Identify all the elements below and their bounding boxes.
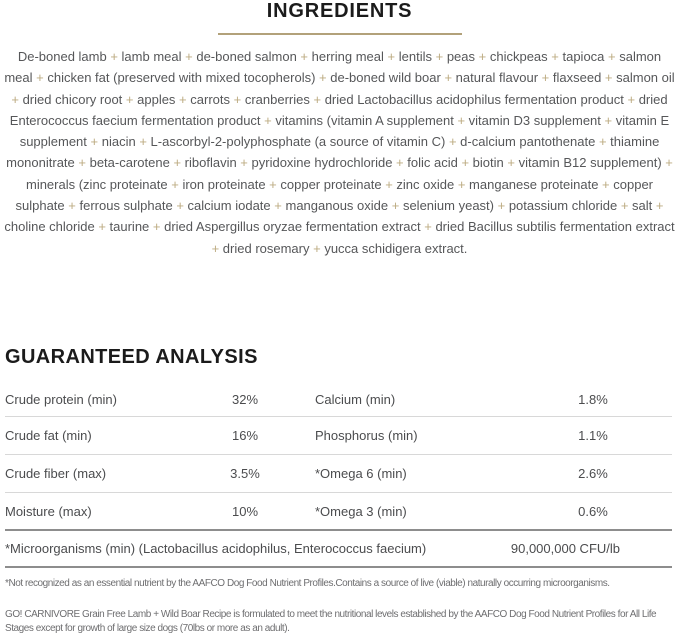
ingredient-item: L-ascorbyl-2-polyphosphate (a source of vitamin C) xyxy=(150,134,446,150)
plus-separator: + xyxy=(122,91,138,107)
ingredients-list xyxy=(0,46,679,259)
plus-separator: + xyxy=(11,91,23,107)
nutrient-value: 1.1% xyxy=(578,428,608,443)
nutrient-value: 10% xyxy=(231,503,259,519)
ingredient-item: riboflavin xyxy=(184,155,237,171)
nutrient-label: *Omega 3 (min) xyxy=(315,503,407,519)
ingredient-item: salmon oil xyxy=(616,70,675,86)
plus-separator: + xyxy=(601,70,617,86)
ingredient-item: pyridoxine hydrochloride xyxy=(251,155,393,171)
plus-separator: + xyxy=(296,49,312,64)
plus-separator: + xyxy=(652,198,664,214)
nutrient-label: Crude protein (min) xyxy=(5,392,117,407)
plus-separator: + xyxy=(211,240,223,256)
ingredient-item: carrots xyxy=(190,91,230,107)
ingredient-item: chicken fat (preserved with mixed tocopherols) xyxy=(47,70,316,86)
aafco-nutrient-footnote: *Not recognized as an essential nutrient by the AAFCO Dog Food Nutrient Profiles.Contains a source of live (viable) naturally occurring microorganisms. xyxy=(5,578,610,589)
plus-separator: + xyxy=(106,49,122,64)
plus-separator: + xyxy=(94,219,110,235)
ingredient-item: selenium yeast) xyxy=(402,198,494,214)
plus-separator: + xyxy=(600,112,616,128)
ingredients-title: INGREDIENTS xyxy=(266,0,413,22)
ingredient-item: vitamins (vitamin A supplement xyxy=(275,112,454,128)
nutrient-value: 3.5% xyxy=(230,466,260,481)
analysis-row xyxy=(5,455,672,493)
plus-separator: + xyxy=(388,198,403,214)
plus-separator: + xyxy=(453,112,469,128)
ingredient-item: niacin xyxy=(101,134,136,150)
ingredient-item: herring meal xyxy=(311,49,384,64)
plus-separator: + xyxy=(315,70,331,86)
ingredient-item: De-boned lamb xyxy=(17,49,107,64)
plus-separator: + xyxy=(445,134,461,150)
ingredient-item: peas xyxy=(446,49,476,64)
ingredient-item: lamb meal xyxy=(121,49,182,64)
plus-separator: + xyxy=(392,155,408,171)
guaranteed-analysis-title: GUARANTEED ANALYSIS xyxy=(5,346,258,368)
plus-separator: + xyxy=(270,198,286,214)
analysis-row xyxy=(5,493,672,529)
plus-separator: + xyxy=(32,70,48,86)
plus-separator: + xyxy=(547,49,563,64)
ingredient-item: dried Bacillus subtilis fermentation extract xyxy=(435,219,675,235)
plus-separator: + xyxy=(604,49,620,64)
plus-separator: + xyxy=(172,198,188,214)
ingredient-item: yucca schidigera extract. xyxy=(324,240,468,256)
plus-separator: + xyxy=(230,91,245,107)
plus-separator: + xyxy=(135,134,151,150)
ingredient-item: vitamin E supplement xyxy=(19,112,670,150)
ingredient-item: dried Enterococcus faecium fermentation product xyxy=(9,91,668,128)
plus-separator: + xyxy=(64,198,80,214)
microorganisms-label: *Microorganisms (min) (Lactobacillus acidophilus, Enterococcus faecium) xyxy=(5,541,427,556)
guaranteed-analysis-section xyxy=(5,346,672,568)
ingredient-item: d-calcium pantothenate xyxy=(460,134,596,150)
plus-separator: + xyxy=(181,49,197,64)
nutrient-label: Moisture (max) xyxy=(5,503,92,519)
plus-separator: + xyxy=(383,49,399,64)
ingredient-item: minerals (zinc proteinate xyxy=(25,176,168,192)
analysis-row xyxy=(5,383,672,417)
ingredient-item: de-boned salmon xyxy=(196,49,297,64)
plus-separator: + xyxy=(265,176,281,192)
ingredient-item: iron proteinate xyxy=(182,176,266,192)
plus-separator: + xyxy=(595,134,611,150)
ingredient-item: dried chicory root xyxy=(22,91,123,107)
plus-separator: + xyxy=(440,70,456,86)
plus-separator: + xyxy=(598,176,614,192)
plus-separator: + xyxy=(167,176,183,192)
plus-separator: + xyxy=(149,219,165,235)
nutrient-value: 0.6% xyxy=(578,503,608,519)
nutrient-value: 32% xyxy=(231,392,259,407)
ingredient-item: choline chloride xyxy=(4,219,95,235)
nutrient-label: Phosphorus (min) xyxy=(315,428,418,443)
nutrient-label: Crude fat (min) xyxy=(5,428,92,443)
plus-separator: + xyxy=(236,155,252,171)
ingredient-item: chickpeas xyxy=(489,49,548,64)
plus-separator: + xyxy=(86,134,102,150)
microorganisms-value: 90,000,000 CFU/lb xyxy=(510,541,620,556)
title-underline-divider xyxy=(218,33,462,35)
nutrient-value: 1.8% xyxy=(578,392,608,407)
plus-separator: + xyxy=(623,91,639,107)
ingredient-item: biotin xyxy=(472,155,504,171)
plus-separator: + xyxy=(175,91,191,107)
ingredient-item: dried rosemary xyxy=(222,240,310,256)
ingredient-item: ferrous sulphate xyxy=(79,198,173,214)
ingredient-item: lentils xyxy=(398,49,432,64)
ingredient-item: manganous oxide xyxy=(285,198,389,214)
ingredient-item: folic acid xyxy=(407,155,458,171)
plus-separator: + xyxy=(74,155,90,171)
ingredient-item: copper proteinate xyxy=(280,176,382,192)
plus-separator: + xyxy=(494,198,509,214)
nutrient-value: 2.6% xyxy=(578,466,608,481)
plus-separator: + xyxy=(381,176,397,192)
ingredient-item: vitamin D3 supplement xyxy=(468,112,601,128)
ingredient-item: taurine xyxy=(109,219,150,235)
plus-separator: + xyxy=(457,155,473,171)
table-heavy-divider xyxy=(5,566,672,568)
ingredient-item: cranberries xyxy=(244,91,310,107)
ingredient-item: manganese proteinate xyxy=(469,176,599,192)
plus-separator: + xyxy=(260,112,276,128)
plus-separator: + xyxy=(309,91,325,107)
ingredient-item: calcium iodate xyxy=(187,198,271,214)
plus-separator: + xyxy=(454,176,470,192)
ingredient-item: salt xyxy=(632,198,653,214)
ingredient-item: salmon meal xyxy=(4,49,662,86)
ingredients-section xyxy=(0,0,679,259)
ingredient-item: dried Aspergillus oryzae fermentation extract xyxy=(164,219,421,235)
plus-separator: + xyxy=(169,155,185,171)
plus-separator: + xyxy=(475,49,490,64)
plus-separator: + xyxy=(309,240,325,256)
ingredient-item: vitamin B12 supplement) xyxy=(518,155,662,171)
ingredient-item: zinc oxide xyxy=(396,176,455,192)
analysis-row xyxy=(5,417,672,455)
analysis-table xyxy=(5,383,672,568)
ingredient-item: dried Lactobacillus acidophilus fermentation product xyxy=(324,91,624,107)
nutrient-label: *Omega 6 (min) xyxy=(315,466,407,481)
nutrient-label: Calcium (min) xyxy=(315,392,396,407)
microorganisms-row xyxy=(5,531,672,566)
nutrient-label: Crude fiber (max) xyxy=(5,466,107,481)
ingredient-item: de-boned wild boar xyxy=(330,70,441,86)
ingredient-item: potassium chloride xyxy=(508,198,618,214)
ingredient-item: beta-carotene xyxy=(89,155,170,171)
formulation-statement-footnote: GO! CARNIVORE Grain Free Lamb + Wild Boar Recipe is formulated to meet the nutritional levels established by the AAFCO Dog Food Nutrient Profiles for All Life Stages except for growth of large size dogs (70lbs or more as an adult). xyxy=(5,609,657,634)
ingredient-item: apples xyxy=(137,91,176,107)
plus-separator: + xyxy=(661,155,673,171)
plus-separator: + xyxy=(420,219,436,235)
ingredient-item: thiamine mononitrate xyxy=(6,134,660,171)
plus-separator: + xyxy=(431,49,447,64)
ingredient-item: tapioca xyxy=(562,49,605,64)
plus-separator: + xyxy=(617,198,633,214)
nutrient-value: 16% xyxy=(231,428,259,443)
plus-separator: + xyxy=(503,155,519,171)
ingredient-item: copper sulphate xyxy=(15,176,653,214)
ingredient-item: natural flavour xyxy=(455,70,539,86)
plus-separator: + xyxy=(538,70,553,86)
ingredient-item: flaxseed xyxy=(552,70,602,86)
